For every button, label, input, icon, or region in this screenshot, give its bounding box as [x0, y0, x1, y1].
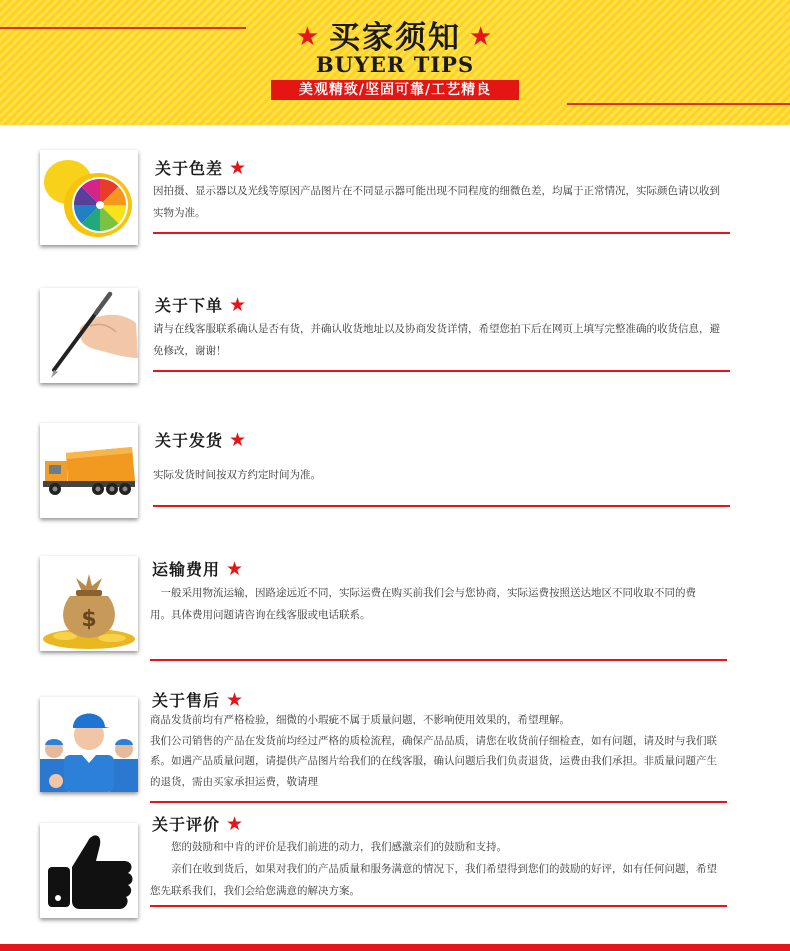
- section-title-text: 运输费用: [152, 560, 221, 579]
- section-divider: [153, 505, 730, 507]
- thumbs-up-icon: [40, 823, 138, 918]
- truck-icon: [40, 423, 138, 518]
- page-title: [0, 12, 790, 57]
- section-divider: [150, 659, 727, 661]
- color-wheel-lemon-icon: [40, 150, 138, 245]
- star-icon: ★: [226, 689, 245, 711]
- section-title: [155, 428, 247, 451]
- tagline-badge: 美观精致/坚固可靠/工艺精良: [271, 80, 519, 100]
- page-subtitle: BUYER TIPS: [315, 52, 475, 77]
- section-body: [150, 836, 720, 902]
- star-icon: ★: [226, 813, 245, 835]
- section-title-text: 关于色差: [155, 159, 224, 178]
- service-staff-icon: [40, 697, 138, 792]
- star-icon: ★: [229, 294, 248, 316]
- section-title-text: 关于售后: [152, 691, 221, 710]
- section-paragraph: 商品发货前均有严格检验，细微的小瑕疵不属于质量问题，不影响使用效果的，希望理解。: [150, 714, 570, 726]
- section-title: [152, 812, 244, 835]
- section-paragraph: 一般采用物流运输，因路途远近不同，实际运费在购买前我们会与您协商，实际运费按照送达地区不同收取不同的费用。具体费用问题请咨询在线客服或电话联系。: [150, 587, 696, 621]
- section-title: [152, 688, 244, 711]
- hand-pen-icon: [40, 288, 138, 383]
- header-divider-right: [567, 103, 790, 105]
- section-paragraph: 因拍摄、显示器以及光线等原因产品图片在不同显示器可能出现不同程度的细微色差，均属于正常情况，实际颜色请以收到实物为准。: [153, 185, 720, 219]
- star-icon: ★: [229, 429, 248, 451]
- section-paragraph: 您的鼓励和中肯的评价是我们前进的动力，我们感激亲们的鼓励和支持。: [171, 841, 507, 853]
- star-icon: ★: [226, 558, 245, 580]
- money-bag-icon: [40, 556, 138, 651]
- footer-bar: [0, 944, 790, 951]
- section-title-text: 关于评价: [152, 815, 221, 834]
- section-divider: [153, 232, 730, 234]
- page-title-text: 买家须知: [329, 20, 461, 56]
- section-title-text: 关于发货: [155, 431, 224, 450]
- svg-text:$: $: [81, 607, 97, 632]
- star-icon: ★: [229, 157, 248, 179]
- section-body: [150, 710, 720, 792]
- section-title: [155, 293, 247, 316]
- section-title: [152, 557, 244, 580]
- section-paragraph: 实际发货时间按双方约定时间为准。: [153, 469, 321, 481]
- header-banner: [0, 0, 790, 125]
- section-divider: [150, 801, 727, 803]
- star-icon: ★: [295, 22, 321, 52]
- section-divider: [150, 905, 727, 907]
- section-paragraph: 我们公司销售的产品在发货前均经过严格的质检流程，确保产品品质，请您在收货前仔细检查，如有问题，请及时与我们联系。如遇产品质量问题，请提供产品图片给我们的在线客服，确认问题后我们负责退货，运费由我们承担。非质量问题产生的退货，需由买家承担运费，敬请理: [150, 734, 717, 788]
- section-paragraph: 亲们在收到货后，如果对我们的产品质量和服务满意的情况下，我们希望得到您们的鼓励的好评，如有任何问题，希望您先联系我们，我们会给您满意的解决方案。: [150, 863, 717, 897]
- section-body: [153, 180, 728, 224]
- section-body: [150, 582, 715, 626]
- star-icon: ★: [469, 22, 495, 52]
- section-title: [155, 156, 247, 179]
- section-divider: [153, 370, 730, 372]
- section-title-text: 关于下单: [155, 296, 224, 315]
- section-body: [153, 464, 728, 486]
- section-paragraph: 请与在线客服联系确认是否有货，并确认收货地址以及协商发货详情，希望您拍下后在网页上填写完整准确的收货信息，避免修改，谢谢！: [153, 323, 720, 357]
- section-body: [153, 318, 728, 362]
